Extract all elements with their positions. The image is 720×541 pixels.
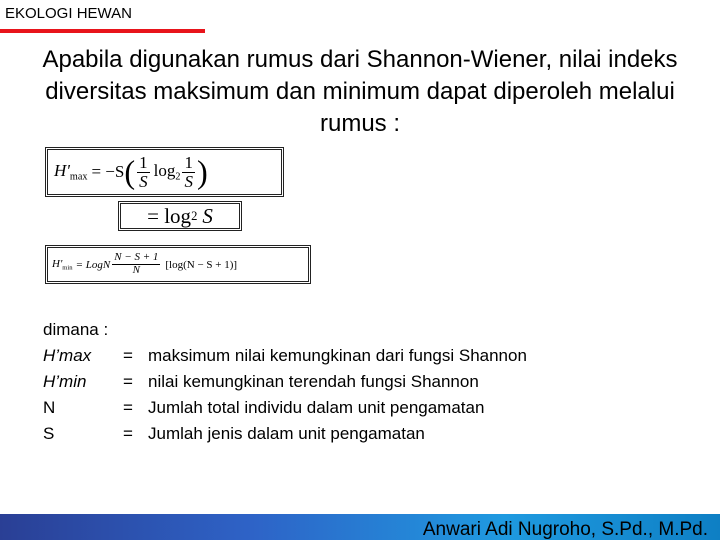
formula-max-box: $H'_{max}$ = −S ( $\frac{1}{S}$ $\log_2$ $\frac{1}{S}$ ) bbox=[45, 147, 284, 197]
formula-min-tail: [log(N − S + 1)] bbox=[165, 258, 238, 271]
definition-row: N = Jumlah total individu dalam unit pengamatan bbox=[43, 398, 485, 417]
definition-row: H’min = nilai kemungkinan terendah fungsi Shannon bbox=[43, 372, 479, 391]
formula-max-lhs: $H'_{max}$ bbox=[54, 161, 88, 183]
header-rule bbox=[0, 29, 205, 33]
definitions bbox=[43, 317, 527, 447]
header-label: EKOLOGI HEWAN bbox=[5, 5, 132, 22]
formula-max-prefix: = −S bbox=[91, 162, 125, 181]
definition-row: S = Jumlah jenis dalam unit pengamatan bbox=[43, 424, 425, 443]
formula-min-prefix: = LogN bbox=[75, 258, 111, 271]
formula-min-lhs: $H'_{min}$ bbox=[52, 257, 73, 272]
definition-row: H’max = maksimum nilai kemungkinan dari fungsi Shannon bbox=[43, 346, 527, 365]
formula-max-log: $\log_2$ bbox=[153, 161, 181, 183]
formula-max-frac1: $\frac{1}{S}$ bbox=[139, 152, 148, 191]
formula-max-simplified-box: = log 2 S bbox=[118, 201, 242, 231]
footer-author: Anwari Adi Nugroho, S.Pd., M.Pd. bbox=[422, 519, 708, 540]
formula-max-frac2: $\frac{1}{S}$ bbox=[184, 152, 193, 191]
slide-title: Apabila digunakan rumus dari Shannon-Wiener, nilai indeks diversitas maksimum dan minimum dapat diperoleh melalui rumus : bbox=[42, 46, 678, 137]
definitions-intro: dimana : bbox=[43, 320, 109, 339]
formula-min-frac: $\frac{N - S + 1}{N}$ bbox=[114, 251, 159, 276]
formula-min-box bbox=[45, 245, 311, 284]
